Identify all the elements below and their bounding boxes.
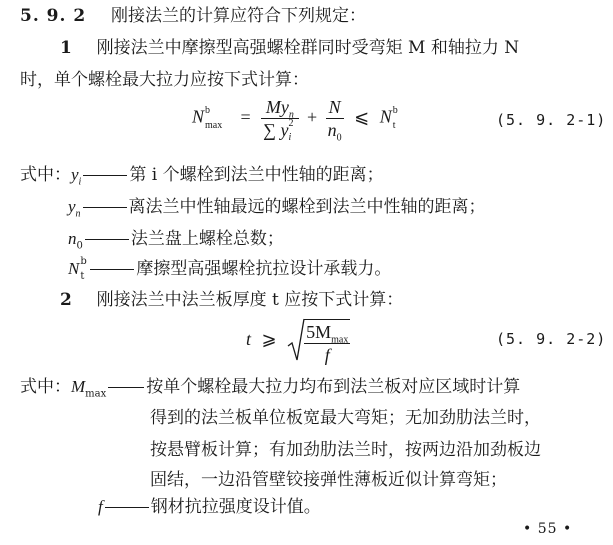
dash <box>108 387 144 388</box>
where1-sym-n0-sub: 0 <box>76 240 83 252</box>
item2-text: 刚接法兰中法兰板厚度 t 应按下式计算： <box>96 290 404 310</box>
formula1-plus: + <box>307 106 318 127</box>
formula1-frac2 <box>326 97 344 144</box>
formula2-num-sub: max <box>331 334 349 346</box>
dash <box>83 207 127 208</box>
where2-mmax-line2: 得到的法兰板单位板宽最大弯矩；无加劲肋法兰时， <box>150 408 541 428</box>
where2-mmax-line1: 按单个螺栓最大拉力均布到法兰板对应区域时计算 <box>146 377 521 397</box>
where1-sym-n0: n <box>68 229 77 248</box>
formula2-geq: ⩾ <box>261 329 277 350</box>
formula-5-9-2-1: N b max = $My_n$ ∑ y 2 i + $\frac{N}{n_0}$ ⩽ N b t <box>192 97 398 144</box>
item1-line2: 时，单个螺栓最大拉力应按下式计算： <box>20 70 309 90</box>
where2-label: 式中： <box>20 377 71 397</box>
section-number: 5. 9. 2 <box>20 6 87 26</box>
formula1-frac2-den-sub: 0 <box>336 132 342 144</box>
where1-sym-yi-sub: i <box>78 176 82 188</box>
formula1-frac2-den: n <box>327 120 337 140</box>
formula2-lhs: t <box>246 329 252 350</box>
formula1-leq: ⩽ <box>354 106 370 127</box>
sqrt-sign <box>287 318 305 364</box>
where1-row-4: N b t 摩擦型高强螺栓抗拉设计承载力。 <box>68 256 392 282</box>
where2-sym-mmax: M <box>71 377 86 396</box>
item1-number: 1 <box>60 38 72 58</box>
item2-line <box>60 292 403 309</box>
formula2-num: 5M <box>306 321 332 342</box>
formula2-den: f <box>324 344 330 365</box>
where2-row-mmax <box>20 377 521 400</box>
where1-text-n0: 法兰盘上螺栓总数； <box>130 229 284 249</box>
formula1-rhs: N <box>379 106 392 127</box>
where2-row-f <box>98 498 321 516</box>
item1-text-line1: 刚接法兰中摩擦型高强螺栓群同时受弯矩 M 和轴拉力 N <box>96 38 520 58</box>
dash <box>90 269 134 270</box>
formula1-frac2-num: N <box>328 97 341 117</box>
item2-number: 2 <box>60 290 72 310</box>
where1-row-1 <box>20 165 384 188</box>
item1-line1 <box>60 40 519 57</box>
where1-text-ntb: 摩擦型高强螺栓抗拉设计承载力。 <box>136 259 392 279</box>
formula2-number: (5. 9. 2-2) <box>496 330 607 348</box>
dash <box>85 239 129 240</box>
where2-sym-mmax-sub: max <box>85 388 107 400</box>
dash <box>105 507 149 508</box>
where1-row-3 <box>68 229 284 252</box>
formula1-frac1-num-sub: n <box>288 109 294 121</box>
where1-sym-yn: y <box>68 197 76 216</box>
where2-mmax-line3: 按悬臂板计算；有加劲肋法兰时，按两边沿加劲板边 <box>150 440 541 460</box>
formula1-number: (5. 9. 2-1) <box>496 111 607 129</box>
section-heading <box>20 8 366 25</box>
where2-text-f: 钢材抗拉强度设计值。 <box>150 497 321 517</box>
where1-label: 式中： <box>20 165 71 185</box>
where1-sym-ntb: N <box>68 259 80 278</box>
where1-sym-yn-sub: n <box>75 208 81 220</box>
formula1-frac1: $My_n$ ∑ y 2 i <box>261 98 298 139</box>
formula1-frac1-den: ∑ y <box>263 120 289 140</box>
formula2-frac <box>304 319 350 364</box>
where2-mmax-line4: 固结，一边沿管壁铰接弹性薄板近似计算弯矩； <box>150 470 507 490</box>
where1-row-2 <box>68 197 486 220</box>
where1-text-yn: 离法兰中性轴最远的螺栓到法兰中性轴的距离； <box>128 197 486 217</box>
formula1-equals: = <box>240 106 251 127</box>
where1-text-yi: 第 i 个螺栓到法兰中性轴的距离； <box>129 165 384 185</box>
section-title: 刚接法兰的计算应符合下列规定： <box>110 6 366 26</box>
formula1-frac1-num: My <box>265 97 289 117</box>
formula-5-9-2-2 <box>246 318 350 364</box>
dash <box>83 175 127 176</box>
page-number: • 55 • <box>523 521 573 537</box>
where1-sym-yi: y <box>71 165 79 184</box>
where2-sym-f: f <box>98 497 103 516</box>
formula1-lhs: N <box>192 106 205 127</box>
